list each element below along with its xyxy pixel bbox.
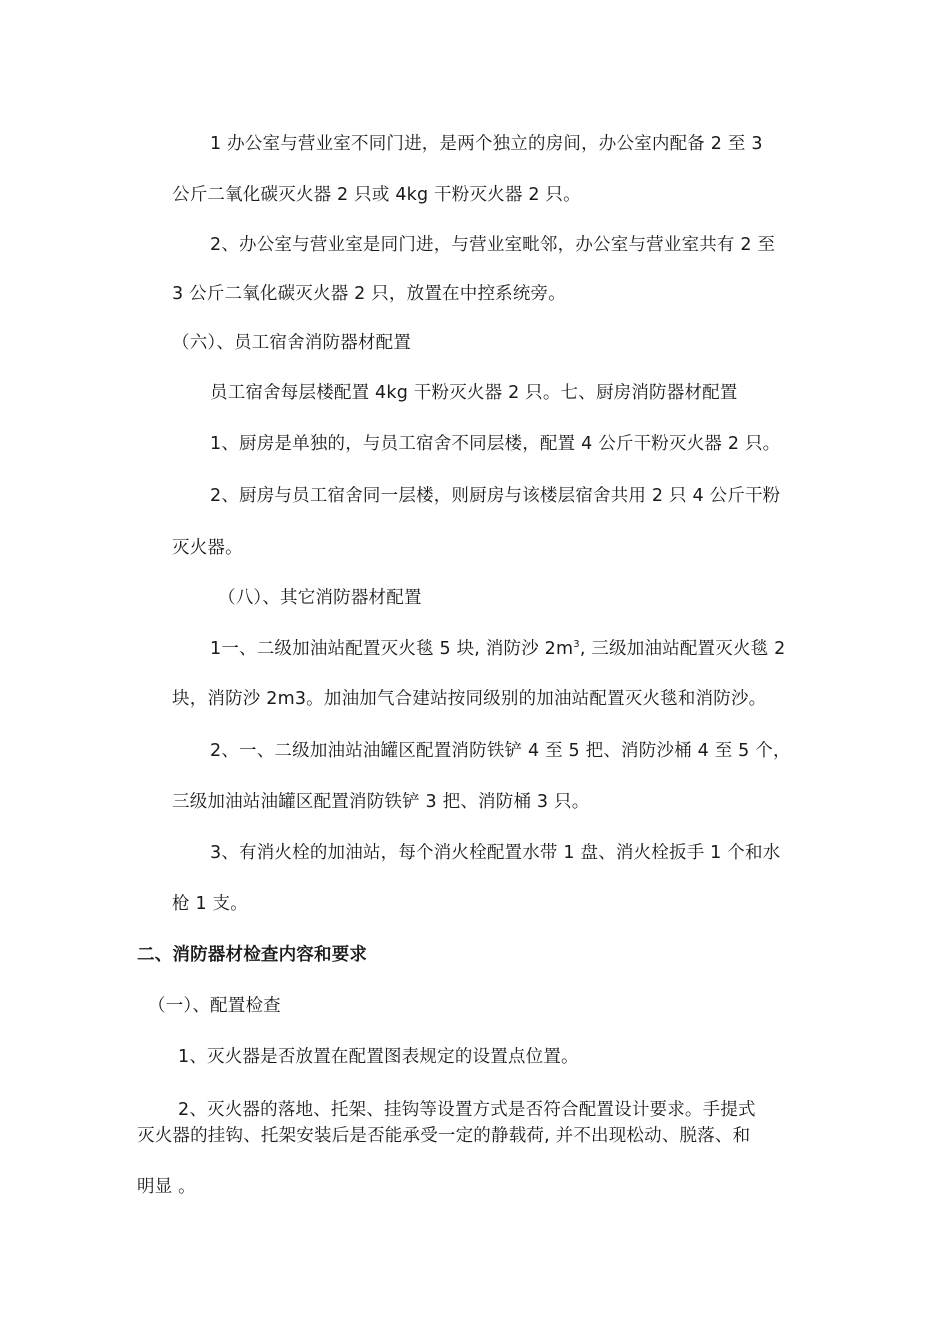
paragraph-line: 三级加油站油罐区配置消防铁铲 3 把、消防桶 3 只。 xyxy=(172,792,590,812)
superscript: 3 xyxy=(573,639,580,651)
paragraph-line: 1 办公室与营业室不同门进，是两个独立的房间，办公室内配备 2 至 3 xyxy=(210,134,763,154)
section-heading: （一）、配置检查 xyxy=(148,996,281,1016)
paragraph-line: 灭火器。 xyxy=(172,538,243,558)
paragraph-line: 明显 。 xyxy=(137,1177,196,1197)
paragraph-line: 员工宿舍每层楼配置 4kg 干粉灭火器 2 只。七、厨房消防器材配置 xyxy=(210,383,738,403)
paragraph-line: 3 公斤二氧化碳灭火器 2 只，放置在中控系统旁。 xyxy=(172,284,566,304)
section-heading: （六）、员工宿舍消防器材配置 xyxy=(172,333,412,353)
paragraph-line: 枪 1 支。 xyxy=(172,894,248,914)
paragraph-line: 灭火器的挂钩、托架安装后是否能承受一定的静载荷, 并不出现松动、脱落、和 xyxy=(137,1126,751,1146)
chapter-heading: 二、消防器材检查内容和要求 xyxy=(137,945,368,965)
paragraph-line: 2、一、二级加油站油罐区配置消防铁铲 4 至 5 把、消防沙桶 4 至 5 个， xyxy=(210,741,791,761)
paragraph-text: , 三级加油站配置灭火毯 2 xyxy=(579,639,786,659)
paragraph-line xyxy=(210,637,785,661)
paragraph-line: 1、灭火器是否放置在配置图表规定的设置点位置。 xyxy=(178,1047,579,1067)
paragraph-line: 2、灭火器的落地、托架、挂钩等设置方式是否符合配置设计要求。手提式 xyxy=(178,1100,756,1120)
paragraph-line: 2、厨房与员工宿舍同一层楼，则厨房与该楼层宿舍共用 2 只 4 公斤干粉 xyxy=(210,486,781,506)
section-heading: （八）、其它消防器材配置 xyxy=(218,588,422,608)
paragraph-line: 3、有消火栓的加油站，每个消火栓配置水带 1 盘、消火栓扳手 1 个和水 xyxy=(210,843,781,863)
paragraph-line: 1、厨房是单独的，与员工宿舍不同层楼，配置 4 公斤干粉灭火器 2 只。 xyxy=(210,434,781,454)
paragraph-line: 公斤二氧化碳灭火器 2 只或 4kg 干粉灭火器 2 只。 xyxy=(172,185,581,205)
paragraph-line: 块，消防沙 2m3。加油加气合建站按同级别的加油站配置灭火毯和消防沙。 xyxy=(172,689,767,709)
paragraph-line: 2、办公室与营业室是同门进，与营业室毗邻，办公室与营业室共有 2 至 xyxy=(210,235,776,255)
paragraph-text: 1一、二级加油站配置灭火毯 5 块, 消防沙 2m xyxy=(210,639,574,659)
